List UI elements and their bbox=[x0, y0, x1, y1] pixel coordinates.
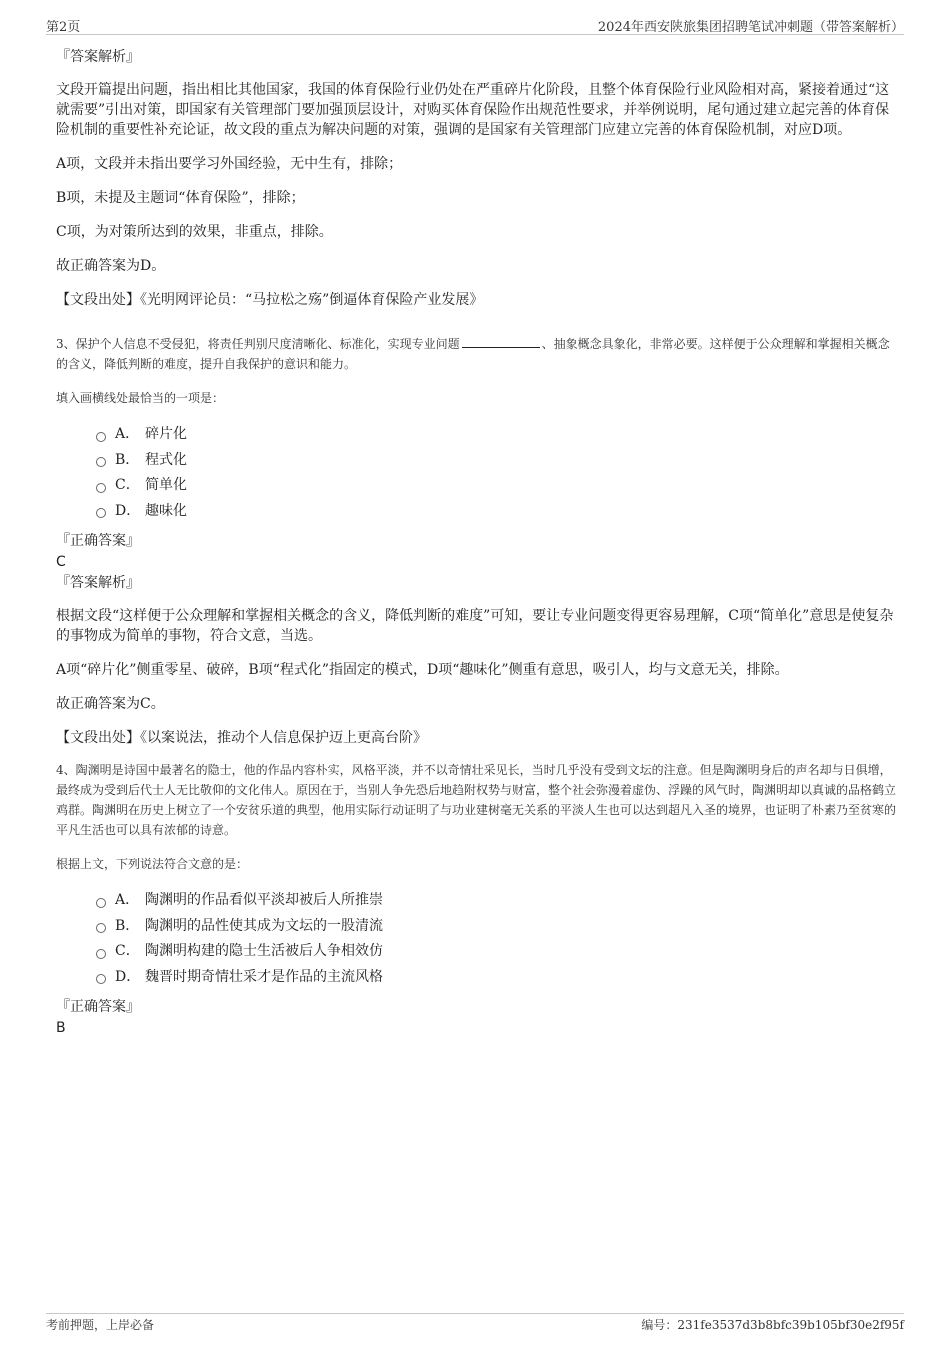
option-a[interactable]: A． 碎片化 bbox=[96, 422, 901, 448]
radio-button[interactable] bbox=[96, 974, 106, 984]
fill-blank bbox=[462, 335, 540, 348]
correct-answer: C bbox=[56, 554, 66, 570]
page-number: 第2页 bbox=[46, 20, 81, 35]
option-d[interactable]: D． 趣味化 bbox=[96, 499, 901, 525]
analysis-paragraph: A项，文段并未指出要学习外国经验，无中生有，排除； bbox=[56, 156, 403, 172]
answer-options bbox=[96, 422, 901, 524]
page-footer bbox=[46, 1313, 904, 1334]
option-b[interactable]: B． 陶渊明的品性使其成为文坛的一股清流 bbox=[96, 914, 901, 940]
analysis-label: 『答案解析』 bbox=[56, 575, 140, 591]
option-a[interactable]: A． 陶渊明的作品看似平淡却被后人所推崇 bbox=[96, 888, 901, 914]
answer-options bbox=[96, 888, 901, 990]
source-citation: 【文段出处】《光明网评论员：“马拉松之殇”倒逼体育保险产业发展》 bbox=[56, 292, 484, 308]
question-prompt: 填入画横线处最恰当的一项是： bbox=[56, 391, 225, 405]
question-prompt: 根据上文，下列说法符合文意的是： bbox=[56, 857, 249, 871]
radio-button[interactable] bbox=[96, 508, 106, 518]
footer-slogan: 考前押题，上岸必备 bbox=[46, 1318, 155, 1332]
correct-answer: B bbox=[56, 1020, 66, 1036]
radio-button[interactable] bbox=[96, 432, 106, 442]
page-header bbox=[46, 12, 904, 35]
radio-button[interactable] bbox=[96, 949, 106, 959]
analysis-paragraph: 故正确答案为C。 bbox=[56, 696, 165, 712]
analysis-paragraph: A项“碎片化”侧重零星、破碎，B项“程式化”指固定的模式，D项“趣味化”侧重有意思，吸引人，均与文意无关，排除。 bbox=[56, 662, 789, 678]
analysis-paragraph: 文段开篇提出问题，指出相比其他国家，我国的体育保险行业仍处在严重碎片化阶段，且整个体育保险行业风险相对高，紧接着通过“这就需要”引出对策，即国家有关管理部门要加强顶层设计，对购买体育保险作出规范性要求，并举例说明，尾句通过建立起完善的体育保险机制的重要性补充论证，故文段的重点为解决问题的对策，强调的是国家有关管理部门应建立完善的体育保险机制，对应D项。 bbox=[56, 82, 890, 138]
document-id: 编号：231fe3537d3b8bfc39b105bf30e2f95f bbox=[641, 1318, 904, 1332]
radio-button[interactable] bbox=[96, 483, 106, 493]
option-b[interactable]: B． 程式化 bbox=[96, 448, 901, 474]
answer-label: 『正确答案』 bbox=[56, 533, 140, 549]
question-stem: 4、陶渊明是诗国中最著名的隐士，他的作品内容朴实，风格平淡，并不以奇情壮采见长，当时几乎没有受到文坛的注意。但是陶渊明身后的声名却与日俱增，最终成为受到后代士人无比敬仰的文化伟人。原因在于，当别人争先恐后地趋附权势与财富，整个社会弥漫着虚伪、浮躁的风气时，陶渊明却以真诚的品格鹤立鸡群。陶渊明在历史上树立了一个安贫乐道的典型，他用实际行动证明了与功业建树毫无关系的平淡人生也可以达到超凡入圣的境界，也证明了朴素乃至贫寒的平凡生活也可以具有浓郁的诗意。 bbox=[56, 763, 897, 837]
radio-button[interactable] bbox=[96, 923, 106, 933]
analysis-paragraph: 故正确答案为D。 bbox=[56, 258, 166, 274]
analysis-label: 『答案解析』 bbox=[56, 49, 140, 65]
source-citation: 【文段出处】《以案说法，推动个人信息保护迈上更高台阶》 bbox=[56, 730, 427, 746]
analysis-paragraph: C项，为对策所达到的效果，非重点，排除。 bbox=[56, 224, 333, 240]
main-content bbox=[56, 44, 901, 1038]
option-c[interactable]: C． 简单化 bbox=[96, 473, 901, 499]
radio-button[interactable] bbox=[96, 457, 106, 467]
question-stem: 3、保护个人信息不受侵犯，将责任判别尺度清晰化、标准化，实现专业问题 、抽象概念具象化，非常必要。这样便于公众理解和掌握相关概念的含义，降低判断的难度，提升自我保护的意识和能力。 bbox=[56, 337, 890, 371]
option-d[interactable]: D． 魏晋时期奇情壮采才是作品的主流风格 bbox=[96, 965, 901, 991]
answer-label: 『正确答案』 bbox=[56, 999, 140, 1015]
document-title: 2024年西安陕旅集团招聘笔试冲刺题（带答案解析） bbox=[597, 20, 904, 35]
analysis-paragraph: 根据文段“这样便于公众理解和掌握相关概念的含义，降低判断的难度”可知，要让专业问题变得更容易理解，C项“简单化”意思是使复杂的事物成为简单的事物，符合文意，当选。 bbox=[56, 608, 894, 644]
radio-button[interactable] bbox=[96, 898, 106, 908]
option-c[interactable]: C． 陶渊明构建的隐士生活被后人争相效仿 bbox=[96, 939, 901, 965]
analysis-paragraph: B项，未提及主题词“体育保险”，排除； bbox=[56, 190, 305, 206]
